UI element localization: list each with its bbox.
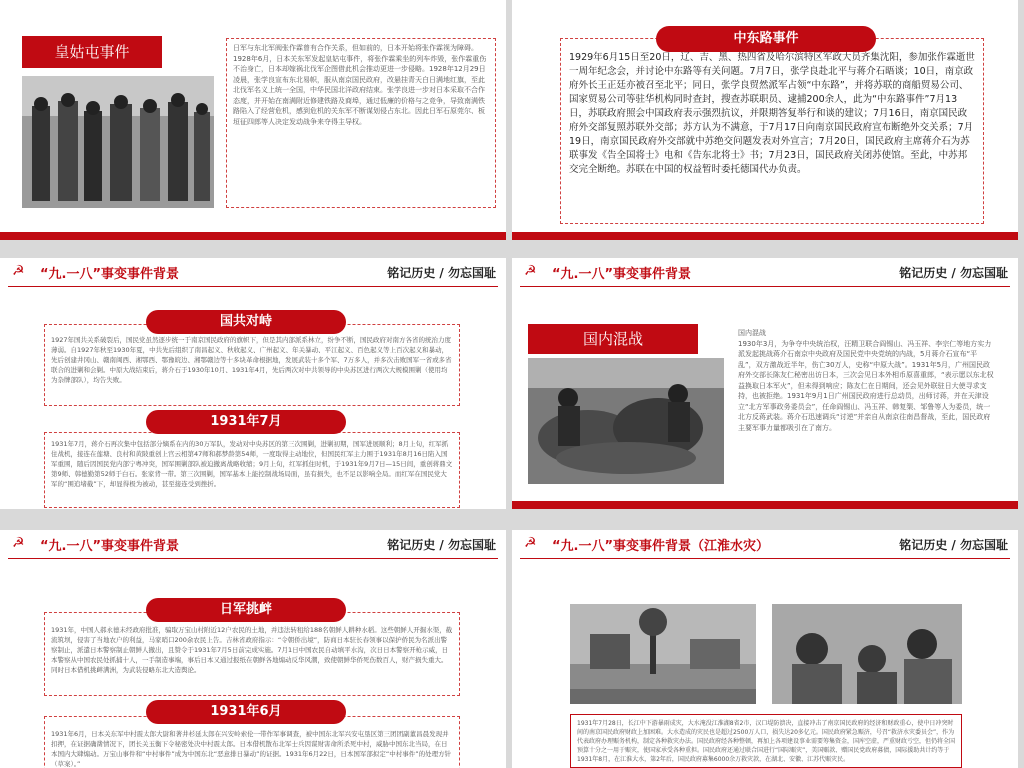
text-box-2: 1931年7月，蒋介石再次集中包括部分嫡系在内的30万军队，发动对中央苏区的第三次围剿，进剿初期，国军进展顺利；8月上旬，红军抓住战机，接连在莲塘、良村和黄陂重创上官云相第47师和郝梦龄第54师，一度取得主动地位，但国民红军主力围于1931年8月16日陷入国军重围，随后因国民党内部宁粤冲突，国军围剿部队被迫撤离战略收缩；9月上旬，红军抓住时机，于1931年9月7日—15日间，重创蒋鼎文第9师、韩德勤第52师于白石。张家背一带。第三次围剿，国军基本上能控制战场局面，虽有损失，也不足以影响全局。而红军在国民党大军的“围追堵截”下，却显得极为被动，甚至接连受到挫折。 [44,432,460,508]
party-emblem-icon: ☭ [524,263,537,279]
header-title: “九.一八”事变事件背景 [552,267,692,282]
header-divider [520,558,1010,559]
header-slogan: 铭记历史 / 勿忘国耻 [387,266,496,280]
party-emblem-icon: ☭ [12,535,25,551]
event-text-box [560,38,984,224]
header-title: “九.一八”事变事件背景 [40,539,180,554]
header-title: “九.一八”事变事件背景（江淮水灾） [552,539,770,554]
slide-guoneihunzhan[interactable] [512,258,1018,509]
slide-huanggutun[interactable] [0,0,506,240]
header-divider [8,286,498,287]
slide-header [0,530,506,556]
text-box-2: 1931年6月，日本关东军中村震太郎大尉和著井杉延太郎在兴安岭索伦一带作军事调查，被中国东北军兴安屯垦区第三团团副董昌晨发现并扣押，在证据确凿情况下，团长关玉衡下令秘密处决中村震太郎。日本借机散布北军士兵因谋财害命所杀死中村，威胁中国东北当局，在日本国内大肆煽动。万宝山事件和“中村事件”成为中国东北“恶意排日暴动”的证据。1931年6月22日，日本国军部拟定“中村事件”的处理方针（草案）。” [44,716,460,768]
slide-rijuntiaoxin[interactable] [0,530,506,768]
slide-zhongdonglu[interactable] [512,0,1018,240]
slide-header [512,530,1018,556]
slide-header [512,258,1018,284]
header-divider [8,558,498,559]
header-slogan: 铭记历史 / 勿忘国耻 [899,266,1008,280]
slide-jianghuaishuizai[interactable] [512,530,1018,768]
event-text: 日军与东北军阀张作霖曾有合作关系，但如前的，日本开始将张作霖视为障碍。1928年6月，日本关东军发起皇姑屯事件，将张作霖乘坐的列车炸毁，张作霖重伤不治身亡，日本却嫁祸北伐军企图借此机会推动更进一步侵略。1928年12月29日凌晨，张学良宣布东北易帜，服从南京国民政府，改悬挂青天白日满地红旗，至此北伐军名义上统一全国，中华民国北洋政府结束。张学良进一步对日本采取不合作态度，并开始在南满附近修建铁路及商埠，通过低廉的价格与之竞争，导致南满铁路陷入了经营危机，感到危机的关东军不断谋划侵占东北。因此日军石原莞尔、板垣征四郎等人决定发动战争来夺得主导权。 [226,38,496,208]
event-text: 国内混战 1930年3月，为争夺中央统治权，汪精卫联合阎锡山、冯玉祥、李宗仁等地方实力派发起挑战蒋介石南京中央政府及国民党中央党统的内战，5月蒋介石宣布“平乱”，双方激战近半年，伤亡30万人，史称“中原大战”。1931年5月，广州国民政府外交部长陈友仁秘密出访日本，三次会见日本外相币原喜重郎，“表示愿以东北权益换取日本军火”，但未得到响应；陈友仁在日期间，还会见外联驻日大使寻求支持，也被拒绝。1931年9月1日广州国民政府进行总动员，出师讨蒋，并在天津设立“北方军事政务委员会”，任命阎锡山、冯玉祥、韩复榘、邹鲁等人为委员，统一北方反蒋武装。蒋介石迅速调兵“讨逆”并亲自从南京往南昌督战，至此，国民政府主要军事力量都吸引在了南方。 [738,329,994,432]
footer-bar [512,501,1018,509]
flood-photo-2 [772,604,962,704]
event-text: 1931年7月28日，长江中下游暴雨成灾，大水淹没江淮湖8省2市，汉口堤防溃决，直接冲击了南京国民政府的经济和财政重心，使中日冲突时间的南京国民政府财政上加困难。大水造成的灾民也是超过2500万人口，损失达20多亿元。国民政府紧急赈济，号召“救济水灾委员会”，作为代表政府办理赈务机构，制定各种救灾办法。国民政府经各种整顿，再加上各项建设事业需要筹集资金，国库空虚，严重财政亏空，但仍将全国预算十分之一用于赈灾，使国家承受各种重担。国民政府还通过联合国进行“国际赈灾”，美国赈款、赠国民党政府募债，国际援助共计约等于1931年8月，在江淮大水，第2年后，国民政府募集6000余万救灾款，在湖北、安徽、江苏代赈灾民。 [570,714,962,768]
footer-bar [512,232,1018,240]
historical-photo [528,358,724,484]
section-pill: 中东路事件 [656,26,876,52]
header-divider [520,286,1010,287]
header-slogan: 铭记历史 / 勿忘国耻 [899,538,1008,552]
section-label: 国内混战 [528,324,698,354]
event-text: 1929年6月15日至20日，辽、吉、黑、热四省及哈尔滨特区军政大员齐集沈阳，参加张作霖逝世一周年纪念会，并讨论中东路等有关问题。7月7日，张学良赴北平与蒋介石晤谈；10日，南京政府外长王正廷亦被召至北平；同日，张学良贸然派军占领“中东路”，并将苏联的商船贸易公司、国家贸易公司等驻华机构同时查封，搜查苏联职员、逮捕200余人，此为“中东路事件”7月13日，苏联政府照会中国政府表示强烈抗议，并限期答复举行和谈的建议；7月16日，南京国民政府外交部复照苏联外交部；苏方认为不满意，于7月17日向南京国民政府宣布断绝外交关系；7月19日，南京国民政府外交部就中苏绝交问题发表对外宣言；7月20日，国民政府主席蒋介石为苏联事发《告全国将士》电和《告东北将士》书；7月23日，国民政府关闭苏使馆。至此，中苏邦交完全断绝。苏联在中国的权益暂时委托德国代办负责。 [569,52,975,175]
text-box-1: 1927年国共关系破裂后，国民党虽然逐步统一于南京国民政府的旗帜下，但是其内部派系林立，纷争不断，国民政府对南方各省的统治力度薄弱。自1927年秋至1930年夏，中共先后组织了南昌起义、秋收起义、广州起义、年关暴动、平江起义、百色起义等上百次起义和暴动，先后创建井冈山、赣南闽西、湘鄂西、鄂豫皖边、湘鄂赣边等十多块革命根据地，发展武装十多个军、7万多人，并多次击败国军一省或多省联合的进剿和会剿。中原大战结束后，蒋介石于1930年10月、1931年4月，先后两次对中共领导的中央苏区进行两次大规模围剿（使用均为杂牌部队），均告失败。 [44,324,460,406]
section-pill-1: 国共对峙 [146,310,346,334]
header-slogan: 铭记历史 / 勿忘国耻 [387,538,496,552]
section-pill-1: 日军挑衅 [146,598,346,622]
historical-photo [22,76,214,208]
text-box-1: 1931年，中国人郝永德未经政府批准，骗取万宝山村附近12户农民的土地，并违法转租给188名朝鲜人耕种水稻。这些朝鲜人开掘水渠，截流筑坝，侵害了当地农户的利益，马家哨口200余农民上告。吉林省政府指示：“令朝侨出境”，防商日本驻长春领事以保护侨民为名派出警察制止，派遣日本警察制止朝鲜人撤出，且赞令于1931年7月5日前完成实施。7月1日中国农民自动填平水沟，次日日本警察开枪示威，日本警察从中国农民处抓捕十人，一手制造事端，事后日本又通过报纸在朝鲜各地煽动反华风潮，致使朝鲜华侨死伤数百人，财产损失重大。同时日本借机挑衅满洲，为武装侵略东北大造舆论。 [44,612,460,696]
party-emblem-icon: ☭ [524,535,537,551]
section-pill-2: 1931年7月 [146,410,346,434]
slide-header [0,258,506,284]
footer-bar [0,232,506,240]
header-title: “九.一八”事变事件背景 [40,267,180,282]
flood-photo-1 [570,604,756,704]
section-pill-2: 1931年6月 [146,700,346,724]
party-emblem-icon: ☭ [12,263,25,279]
section-label: 皇姑屯事件 [22,36,162,68]
slide-guogong[interactable] [0,258,506,509]
